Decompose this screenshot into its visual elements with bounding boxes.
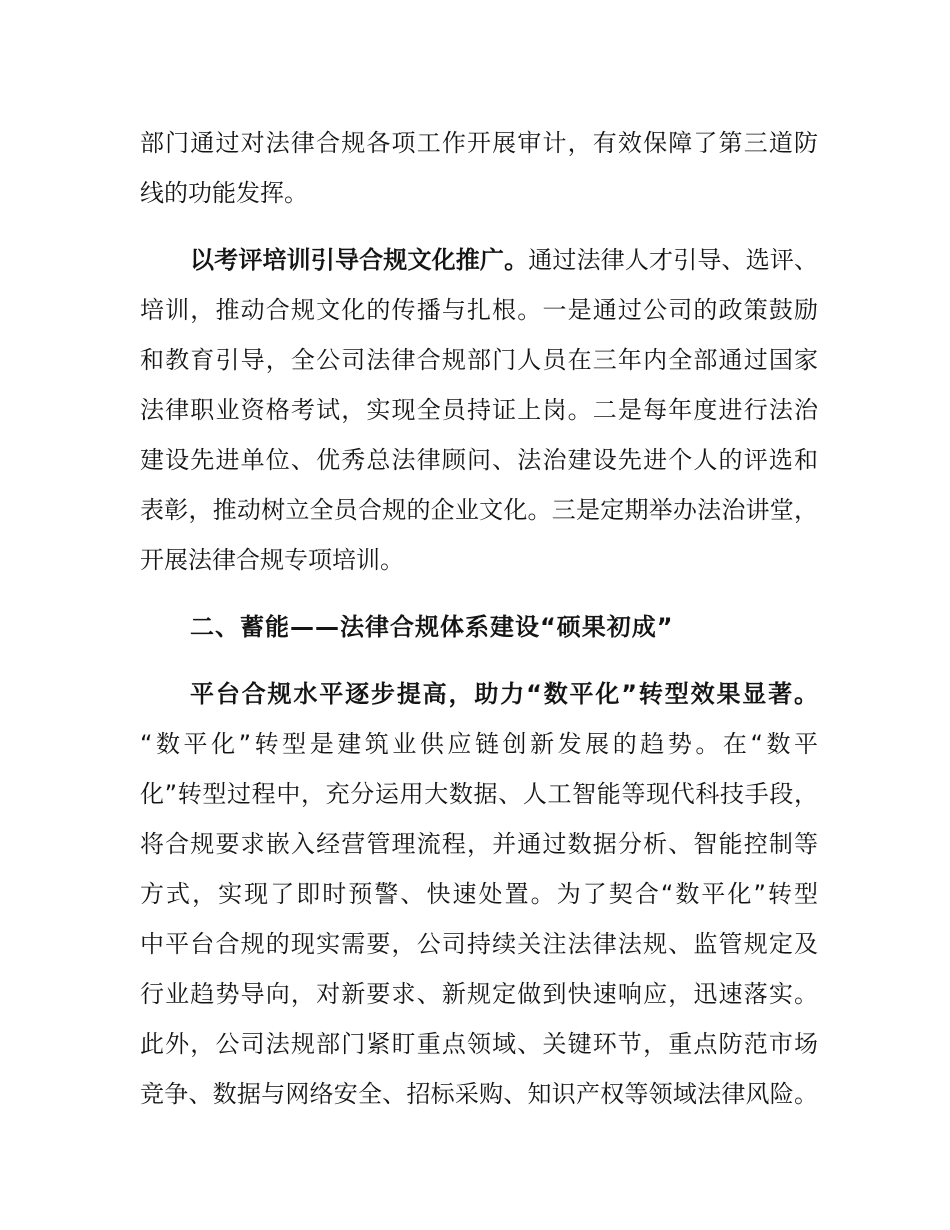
- text-line: [140, 235, 818, 285]
- text-line: [140, 335, 818, 385]
- text-segment: 行业趋势导向，对新要求、新规定做到快速响应，迅速落实。: [140, 980, 818, 1008]
- document-content: [140, 118, 818, 1119]
- text-segment: 和教育引导，全公司法律合规部门人员在三年内全部通过国家: [140, 346, 818, 374]
- text-line: [140, 435, 818, 485]
- text-line: [140, 919, 818, 969]
- text-line: [140, 485, 818, 535]
- text-line: [140, 669, 818, 719]
- text-segment: 此外，公司法规部门紧盯重点领域、关键环节，重点防范市场: [140, 1030, 818, 1058]
- text-line: [140, 1069, 818, 1119]
- text-line: [140, 869, 818, 919]
- text-line: [140, 535, 818, 585]
- text-segment: 线的功能发挥。: [140, 179, 308, 207]
- text-segment: 培训，推动合规文化的传播与扎根。一是通过公司的政策鼓励: [140, 296, 818, 324]
- text-line: [140, 819, 818, 869]
- text-segment: 中平台合规的现实需要，公司持续关注法律法规、监管规定及: [140, 930, 818, 958]
- text-segment: 开展法律合规专项培训。: [140, 546, 404, 574]
- text-line: [140, 118, 818, 168]
- paragraph-audit-continuation: [140, 118, 818, 218]
- text-segment: 法律职业资格考试，实现全员持证上岗。二是每年度进行法治: [140, 396, 818, 424]
- text-segment: 竞争、数据与网络安全、招标采购、知识产权等领域法律风险。: [140, 1080, 818, 1108]
- text-segment: 方式，实现了即时预警、快速处置。为了契合“数平化”转型: [140, 880, 818, 908]
- bold-text-segment: 以考评培训引导合规文化推广。: [190, 246, 529, 274]
- text-line: [140, 168, 818, 218]
- text-line: [140, 1019, 818, 1069]
- text-line: [140, 769, 818, 819]
- paragraph-training-culture: [140, 235, 818, 585]
- section-heading-2: [140, 602, 818, 652]
- text-segment: 通过法律人才引导、选评、: [528, 246, 818, 274]
- text-segment: 表彰，推动树立全员合规的企业文化。三是定期举办法治讲堂，: [140, 496, 818, 524]
- text-segment: 化”转型过程中，充分运用大数据、人工智能等现代科技手段，: [140, 780, 818, 808]
- text-line: [140, 602, 818, 652]
- text-line: [140, 969, 818, 1019]
- text-segment: 建设先进单位、优秀总法律顾问、法治建设先进个人的评选和: [140, 446, 818, 474]
- bold-text-segment: 平台合规水平逐步提高，助力“数平化”转型效果显著。: [190, 680, 818, 708]
- text-segment: 部门通过对法律合规各项工作开展审计，有效保障了第三道防: [140, 129, 818, 157]
- text-segment: 将合规要求嵌入经营管理流程，并通过数据分析、智能控制等: [140, 830, 818, 858]
- bold-text-segment: 二、蓄能——法律合规体系建设“硕果初成”: [190, 613, 674, 641]
- text-segment: “数平化”转型是建筑业供应链创新发展的趋势。在“数平: [140, 730, 818, 758]
- text-line: [140, 719, 818, 769]
- text-line: [140, 285, 818, 335]
- text-line: [140, 385, 818, 435]
- paragraph-platform-compliance: [140, 669, 818, 1119]
